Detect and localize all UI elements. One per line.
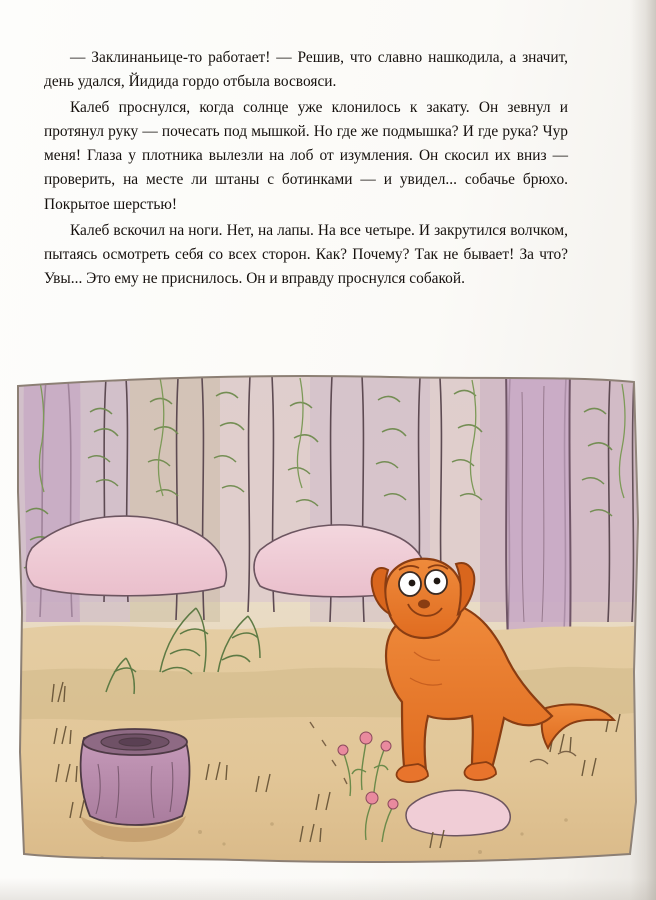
- paragraph-2: Калеб проснулся, когда солнце уже клонилось к закату. Он зевнул и протянул руку — почесать под мышкой. Но где же подмышка? И где рука? Чур меня! Глаза у плотника вылезли на лоб от изумления. Он скосил их вниз — проверить, на месте ли штаны с ботинками — и увидел... собачье брюхо. Покрытое шерстью!: [44, 99, 568, 213]
- paragraph-3: Калеб вскочил на ноги. Нет, на лапы. На все четыре. И закрутился волчком, пытаясь осмотреть себя со всех сторон. Как? Почему? Так не бывает! За что? Увы... Это ему не приснилось. Он и вправду проснулся собакой.: [44, 221, 568, 287]
- paragraph-1: — Заклинаньице-то работает! — Решив, что славно нашкодила, а значит, день удался, Йидида гордо отбыла восвояси.: [44, 49, 568, 91]
- illustration-svg: [10, 372, 646, 872]
- large-tree-right: [506, 372, 571, 642]
- illustration-forest-dog: [10, 372, 646, 872]
- illustration-canvas: [10, 372, 646, 872]
- tree-stump: [80, 729, 189, 842]
- page-text-block: [44, 46, 568, 291]
- page-edge-shadow-bottom: [0, 878, 656, 900]
